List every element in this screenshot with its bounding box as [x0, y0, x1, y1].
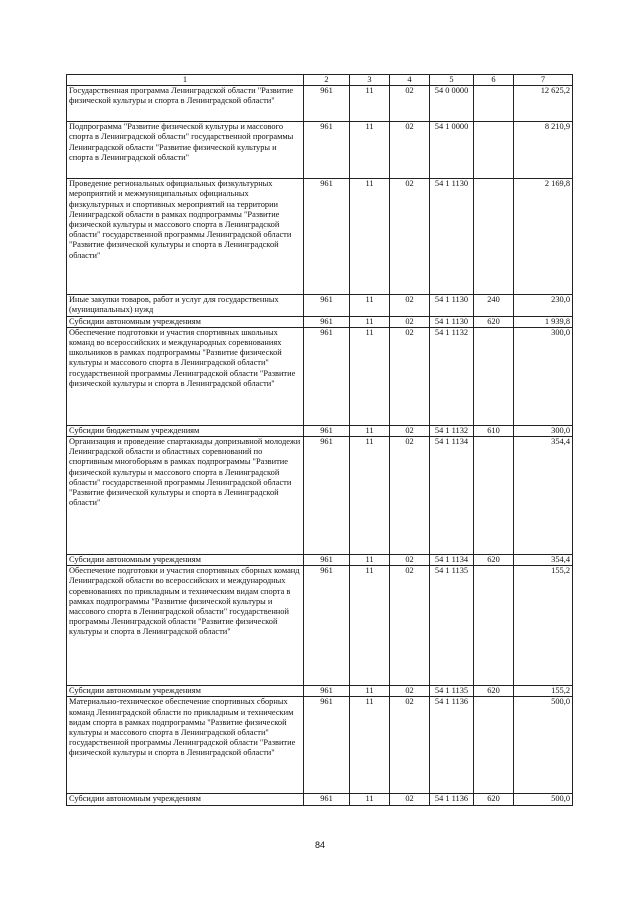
cell-name: Иные закупки товаров, работ и услуг для государственных (муниципальных) нужд [67, 295, 304, 316]
cell-name: Субсидии автономным учреждениям [67, 794, 304, 805]
cell-sum: 1 939,8 [514, 316, 573, 327]
cell-section: 11 [350, 566, 390, 686]
cell-grbs: 961 [304, 555, 350, 566]
cell-grbs: 961 [304, 316, 350, 327]
cell-target-article: 54 1 1136 [430, 697, 474, 794]
cell-subsection: 02 [390, 86, 430, 122]
cell-section: 11 [350, 437, 390, 555]
cell-target-article: 54 1 1136 [430, 794, 474, 805]
cell-subsection: 02 [390, 295, 430, 316]
cell-expense-type [474, 697, 514, 794]
cell-section: 11 [350, 122, 390, 179]
cell-target-article: 54 1 1135 [430, 566, 474, 686]
table-row [67, 555, 573, 566]
cell-target-article: 54 1 1134 [430, 437, 474, 555]
cell-name: Проведение региональных официальных физкультурных мероприятий и межмуниципальных официальных физкультурных и спортивных мероприятий на территории Ленинградской области в рамках подпрограммы "Развитие физической культуры и массового спорта в Ленинградской области" государственной программы Ленинградской области "Развитие физической культуры и спорта в Ленинградской области" [67, 179, 304, 295]
table-row [67, 327, 573, 425]
cell-expense-type [474, 566, 514, 686]
cell-grbs: 961 [304, 566, 350, 686]
cell-sum: 2 169,8 [514, 179, 573, 295]
cell-name: Субсидии автономным учреждениям [67, 555, 304, 566]
cell-target-article: 54 1 1134 [430, 555, 474, 566]
table-row [67, 295, 573, 316]
cell-grbs: 961 [304, 122, 350, 179]
cell-target-article: 54 1 1135 [430, 686, 474, 697]
header-col-5: 5 [430, 75, 474, 86]
header-col-1: 1 [67, 75, 304, 86]
cell-sum: 12 625,2 [514, 86, 573, 122]
table-row [67, 425, 573, 436]
page-number: 84 [314, 840, 325, 850]
cell-section: 11 [350, 686, 390, 697]
cell-expense-type [474, 437, 514, 555]
cell-subsection: 02 [390, 794, 430, 805]
header-col-7: 7 [514, 75, 573, 86]
cell-grbs: 961 [304, 437, 350, 555]
cell-subsection: 02 [390, 122, 430, 179]
cell-expense-type [474, 86, 514, 122]
cell-expense-type: 620 [474, 555, 514, 566]
table-row [67, 697, 573, 794]
cell-sum: 354,4 [514, 555, 573, 566]
cell-subsection: 02 [390, 555, 430, 566]
cell-target-article: 54 0 0000 [430, 86, 474, 122]
cell-grbs: 961 [304, 179, 350, 295]
cell-sum: 155,2 [514, 686, 573, 697]
cell-grbs: 961 [304, 327, 350, 425]
cell-sum: 500,0 [514, 794, 573, 805]
cell-section: 11 [350, 327, 390, 425]
cell-target-article: 54 1 1130 [430, 179, 474, 295]
cell-grbs: 961 [304, 425, 350, 436]
cell-name: Субсидии автономным учреждениям [67, 686, 304, 697]
table-row [67, 437, 573, 555]
cell-subsection: 02 [390, 697, 430, 794]
cell-expense-type: 620 [474, 686, 514, 697]
cell-sum: 155,2 [514, 566, 573, 686]
table-row [67, 179, 573, 295]
cell-name: Организация и проведение спартакиады допризывной молодежи Ленинградской области и областных соревнований по спортивным многоборьям в рамках подпрограммы "Развитие физической культуры и массового спорта в Ленинградской области" государственной программы Ленинградской области "Развитие физической культуры и спорта в Ленинградской области" [67, 437, 304, 555]
cell-section: 11 [350, 425, 390, 436]
cell-sum: 500,0 [514, 697, 573, 794]
cell-name: Субсидии бюджетным учреждениям [67, 425, 304, 436]
cell-subsection: 02 [390, 566, 430, 686]
cell-section: 11 [350, 86, 390, 122]
cell-expense-type: 620 [474, 316, 514, 327]
cell-expense-type: 240 [474, 295, 514, 316]
cell-sum: 230,0 [514, 295, 573, 316]
cell-sum: 354,4 [514, 437, 573, 555]
header-col-2: 2 [304, 75, 350, 86]
table-row [67, 794, 573, 805]
cell-subsection: 02 [390, 686, 430, 697]
table-row [67, 316, 573, 327]
cell-name: Подпрограмма "Развитие физической культуры и массового спорта в Ленинградской области" государственной программы Ленинградской области "Развитие физической культуры и спорта в Ленинградской области" [67, 122, 304, 179]
cell-expense-type [474, 179, 514, 295]
header-row [67, 75, 573, 86]
cell-section: 11 [350, 555, 390, 566]
cell-expense-type [474, 122, 514, 179]
cell-subsection: 02 [390, 425, 430, 436]
cell-sum: 300,0 [514, 327, 573, 425]
cell-section: 11 [350, 316, 390, 327]
header-col-4: 4 [390, 75, 430, 86]
table-row [67, 86, 573, 122]
cell-target-article: 54 1 1130 [430, 295, 474, 316]
table-row [67, 566, 573, 686]
budget-table [66, 74, 573, 806]
cell-grbs: 961 [304, 86, 350, 122]
cell-target-article: 54 1 1130 [430, 316, 474, 327]
cell-subsection: 02 [390, 437, 430, 555]
cell-subsection: 02 [390, 316, 430, 327]
cell-section: 11 [350, 295, 390, 316]
cell-section: 11 [350, 697, 390, 794]
cell-name: Обеспечение подготовки и участия спортивных школьных команд во всероссийских и международных соревнованиях школьников в рамках подпрограммы "Развитие физической культуры и массового спорта в Ленинградской области" государственной программы Ленинградской области "Развитие физической культуры и спорта в Ленинградской области" [67, 327, 304, 425]
table-row [67, 122, 573, 179]
cell-name: Государственная программа Ленинградской области "Развитие физической культуры и спорта в Ленинградской области" [67, 86, 304, 122]
header-col-3: 3 [350, 75, 390, 86]
cell-grbs: 961 [304, 697, 350, 794]
cell-name: Субсидии автономным учреждениям [67, 316, 304, 327]
cell-name: Обеспечение подготовки и участия спортивных сборных команд Ленинградской области во всероссийских и международных соревнованиях по прикладным и техническим видам спорта в рамках подпрограммы "Развитие физической культуры и массового спорта в Ленинградской области" государственной программы Ленинградской области "Развитие физической культуры и спорта в Ленинградской области" [67, 566, 304, 686]
header-col-6: 6 [474, 75, 514, 86]
cell-sum: 300,0 [514, 425, 573, 436]
cell-name: Материально-техническое обеспечение спортивных сборных команд Ленинградской области по прикладным и техническим видам спорта в рамках подпрограммы "Развитие физической культуры и массового спорта в Ленинградской области" государственной программы Ленинградской области "Развитие физической культуры и спорта в Ленинградской области" [67, 697, 304, 794]
cell-expense-type [474, 327, 514, 425]
cell-subsection: 02 [390, 327, 430, 425]
cell-section: 11 [350, 794, 390, 805]
cell-grbs: 961 [304, 686, 350, 697]
cell-expense-type: 610 [474, 425, 514, 436]
cell-section: 11 [350, 179, 390, 295]
cell-grbs: 961 [304, 295, 350, 316]
cell-target-article: 54 1 0000 [430, 122, 474, 179]
cell-expense-type: 620 [474, 794, 514, 805]
cell-grbs: 961 [304, 794, 350, 805]
table-row [67, 686, 573, 697]
cell-subsection: 02 [390, 179, 430, 295]
cell-target-article: 54 1 1132 [430, 425, 474, 436]
cell-sum: 8 210,9 [514, 122, 573, 179]
cell-target-article: 54 1 1132 [430, 327, 474, 425]
